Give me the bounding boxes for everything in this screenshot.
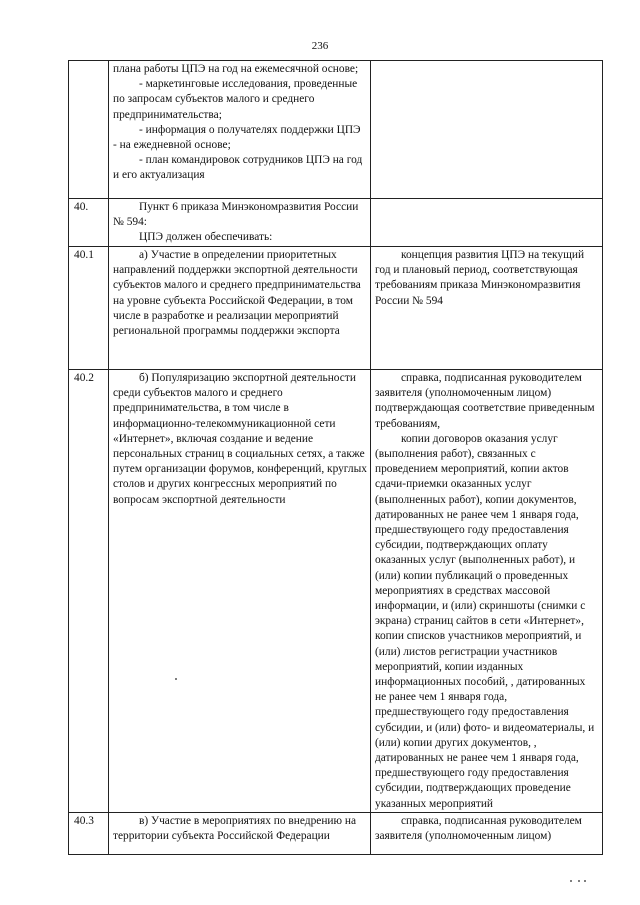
page-number: 236 — [311, 40, 329, 52]
requirement-cell — [109, 812, 371, 854]
table-row — [69, 247, 603, 370]
requirement-cell — [109, 61, 371, 199]
requirement-cell — [109, 199, 371, 247]
scan-speck — [578, 880, 580, 882]
row-number-cell: 40.2 — [69, 370, 109, 813]
documents-cell — [371, 812, 603, 854]
requirement-text: ЦПЭ должен обеспечивать: — [139, 231, 273, 244]
document-text: справка, подписанная руководителем заявителя (уполномоченным лицом) подтверждающая соответствие приведенным требованиям, — [375, 372, 595, 430]
requirement-cell — [109, 370, 371, 813]
documents-cell — [371, 199, 603, 247]
scan-speck — [175, 678, 177, 680]
requirement-text: - маркетинговые исследования, проведенные по запросам субъектов малого и среднего предпринимательства; — [113, 78, 358, 121]
document-text: концепция развития ЦПЭ на текущий год и плановый период, соответствующая требованиям приказа Минэкономразвития России № 594 — [375, 249, 585, 307]
requirements-table — [68, 60, 603, 855]
row-number-cell: 40. — [69, 199, 109, 247]
table-row — [69, 199, 603, 247]
requirement-text: б) Популяризацию экспортной деятельности среди субъектов малого и среднего предпринимательства, в том числе в информационно-телекоммуникационной сети «Интернет», включая создание и ведение персональных страниц в социальных сетях, а также путем организации форумов, конференций, круглых столов и других конгрессных мероприятий по вопросам экспортной деятельности — [113, 372, 367, 506]
scan-speck — [584, 880, 586, 882]
document-text: справка, подписанная руководителем заявителя (уполномоченным лицом) — [375, 814, 582, 843]
requirement-text: плана работы ЦПЭ на год на ежемесячной основе; — [113, 63, 359, 75]
table-row — [69, 61, 603, 199]
documents-cell — [371, 61, 603, 199]
requirement-cell — [109, 247, 371, 370]
row-number-cell — [69, 61, 109, 199]
table-row — [69, 370, 603, 813]
requirement-text: а) Участие в определении приоритетных направлений поддержки экспортной деятельности субъектов малого и среднего предпринимательства на уровне субъекта Российской Федерации, в том числе в разработке и реализации мероприятий региональной программы поддержки экспорта — [113, 249, 361, 338]
documents-cell — [371, 370, 603, 813]
documents-cell — [371, 247, 603, 370]
row-number-cell: 40.1 — [69, 247, 109, 370]
requirement-text: Пункт 6 приказа Минэкономразвития России № 594: — [113, 201, 359, 229]
row-number-cell: 40.3 — [69, 812, 109, 854]
requirement-text: - план командировок сотрудников ЦПЭ на год и его актуализация — [113, 154, 363, 182]
scan-speck — [570, 880, 572, 882]
document-text: копии договоров оказания услуг (выполнения работ), связанных с проведением мероприятий, копии актов сдачи-приемки оказанных услуг (выполненных работ), копии документов, датированных не ранее чем 1 января года, предшествующего году предоставления субсидии, подтверждающих оплату оказанных услуг (выполненных работ), и (или) копии публикаций о проведенных мероприятиях в средствах массовой информации, и (или) скриншоты (снимки с экрана) страниц сайтов в сети «Интернет», копии списков участников мероприятий, и (или) листов регистрации участников мероприятий, копии изданных информационных пособий, , датированных не ранее чем 1 января года, предшествующего году предоставления субсидии, и (или) фото- и видеоматериалы, и (или) копии других документов, , датированных не ранее чем 1 января года, предшествующего году предоставления субсидии, подтверждающих проведение указанных мероприятий — [375, 432, 595, 810]
requirement-text: в) Участие в мероприятиях по внедрению на территории субъекта Российской Федерации — [113, 814, 357, 843]
requirement-text: - информация о получателях поддержки ЦПЭ - на ежедневной основе; — [113, 123, 361, 152]
table-row — [69, 812, 603, 854]
